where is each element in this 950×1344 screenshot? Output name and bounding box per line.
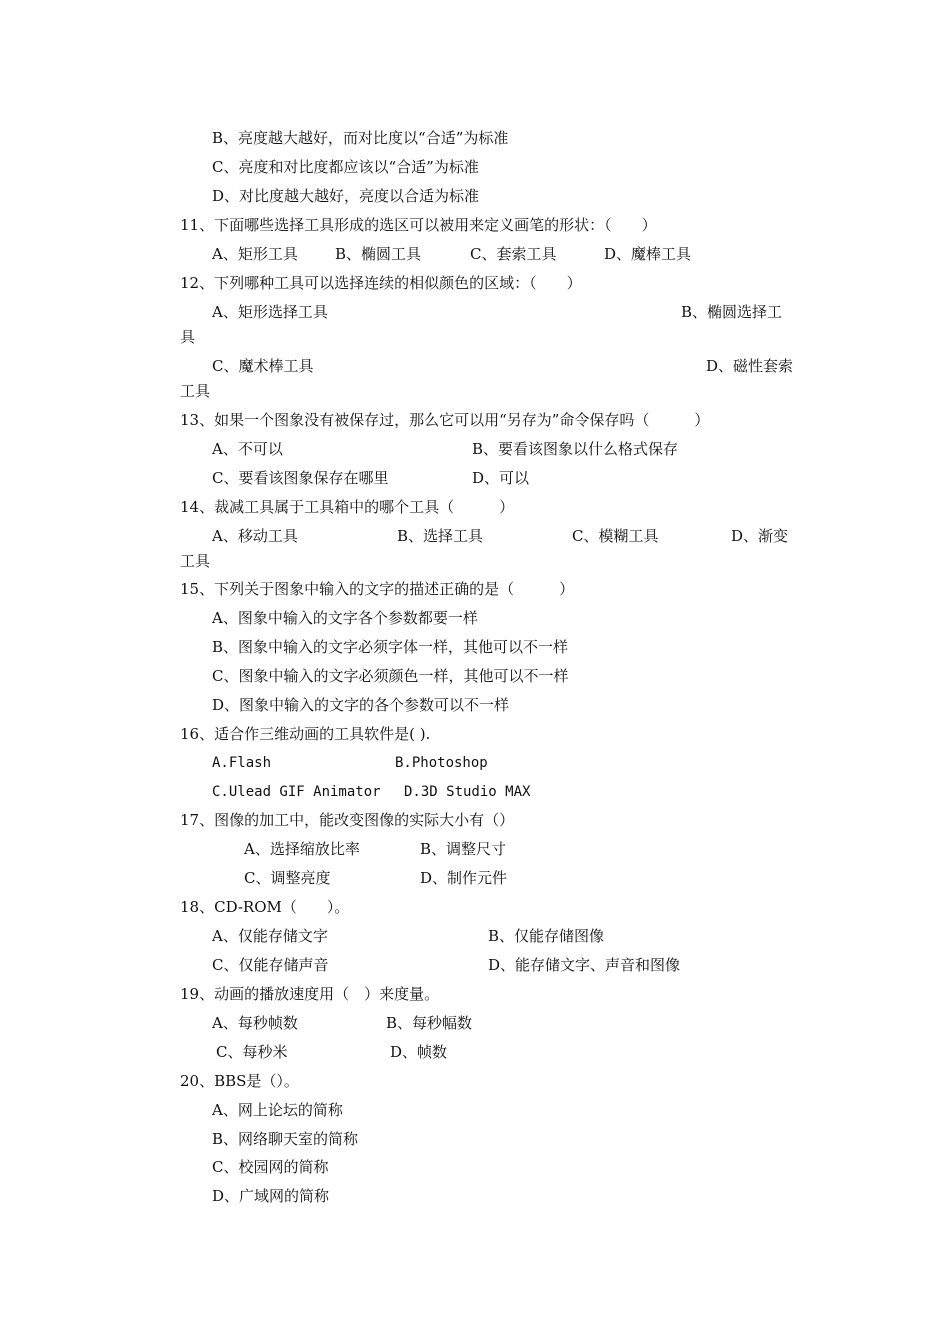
q11-option-c: C、套索工具 [470,245,557,263]
q14-stem: 14、裁减工具属于工具箱中的哪个工具（ ） [180,498,515,516]
q17-stem: 17、图像的加工中，能改变图像的实际大小有（） [180,811,515,829]
q19-option-a: A、每秒帧数 [212,1014,298,1032]
q12-option-b: B、椭圆选择工 [681,303,783,321]
q15-option-d: D、图象中输入的文字的各个参数可以不一样 [212,696,510,714]
q15-stem: 15、下列关于图象中输入的文字的描述正确的是（ ） [180,580,575,598]
q14-option-c: C、模糊工具 [572,527,659,545]
q13-option-c: C、要看该图象保存在哪里 [212,469,389,487]
q11-stem: 11、下面哪些选择工具形成的选区可以被用来定义画笔的形状：（ ） [180,216,657,234]
q17-option-d: D、制作元件 [420,869,508,887]
q19-option-b: B、每秒幅数 [386,1014,473,1032]
q18-stem: 18、CD-ROM（ ）。 [180,898,350,916]
q18-option-b: B、仅能存储图像 [488,927,605,945]
q18-option-c: C、仅能存储声音 [212,956,329,974]
q12-option-d: D、磁性套索 [706,357,794,375]
q13-option-b: B、要看该图象以什么格式保存 [472,440,679,458]
q16-option-d: D.3D Studio MAX [404,784,531,800]
q16-option-c: C.Ulead GIF Animator [212,784,381,800]
q11-option-d: D、魔棒工具 [604,245,692,263]
q17-option-b: B、调整尺寸 [420,840,507,858]
q20-option-b: B、网络聊天室的简称 [212,1130,359,1148]
q16-stem: 16、适合作三维动画的工具软件是( ). [180,725,431,743]
q14-option-d-wrap: 工具 [180,552,211,570]
q14-option-a: A、移动工具 [212,527,298,545]
q19-option-c: C、每秒米 [216,1043,288,1061]
q20-stem: 20、BBS是（）。 [180,1072,299,1090]
q12-option-d-wrap: 工具 [180,382,211,400]
q16-option-a: A.Flash [212,755,272,771]
q17-option-c: C、调整亮度 [244,869,331,887]
q12-option-c: C、魔术棒工具 [212,357,314,375]
q14-option-b: B、选择工具 [397,527,484,545]
q14-option-d: D、渐变 [731,527,789,545]
q12-option-b-wrap: 具 [180,328,196,346]
q10-option-d: D、对比度越大越好，亮度以合适为标准 [212,187,480,205]
q19-option-d: D、帧数 [390,1043,448,1061]
q20-option-c: C、校园网的简称 [212,1158,329,1176]
q18-option-d: D、能存储文字、声音和图像 [488,956,681,974]
q15-option-c: C、图象中输入的文字必须颜色一样，其他可以不一样 [212,667,569,685]
q11-option-b: B、椭圆工具 [335,245,422,263]
q18-option-a: A、仅能存储文字 [212,927,328,945]
q15-option-b: B、图象中输入的文字必须字体一样，其他可以不一样 [212,638,569,656]
q20-option-d: D、广域网的简称 [212,1187,330,1205]
q10-option-b: B、亮度越大越好，而对比度以“合适”为标准 [212,129,509,147]
q13-option-a: A、不可以 [212,440,283,458]
q20-option-a: A、网上论坛的简称 [212,1101,343,1119]
q10-option-c: C、亮度和对比度都应该以“合适”为标准 [212,158,479,176]
q12-option-a: A、矩形选择工具 [212,303,328,321]
q16-option-b: B.Photoshop [395,755,488,771]
q11-option-a: A、矩形工具 [212,245,298,263]
q17-option-a: A、选择缩放比率 [244,840,360,858]
q15-option-a: A、图象中输入的文字各个参数都要一样 [212,609,478,627]
q13-stem: 13、如果一个图象没有被保存过，那么它可以用“另存为”命令保存吗（ ） [180,411,710,429]
q12-stem: 12、下列哪种工具可以选择连续的相似颜色的区域：（ ） [180,274,582,292]
q13-option-d: D、可以 [472,469,530,487]
q19-stem: 19、动画的播放速度用（ ）来度量。 [180,985,440,1003]
